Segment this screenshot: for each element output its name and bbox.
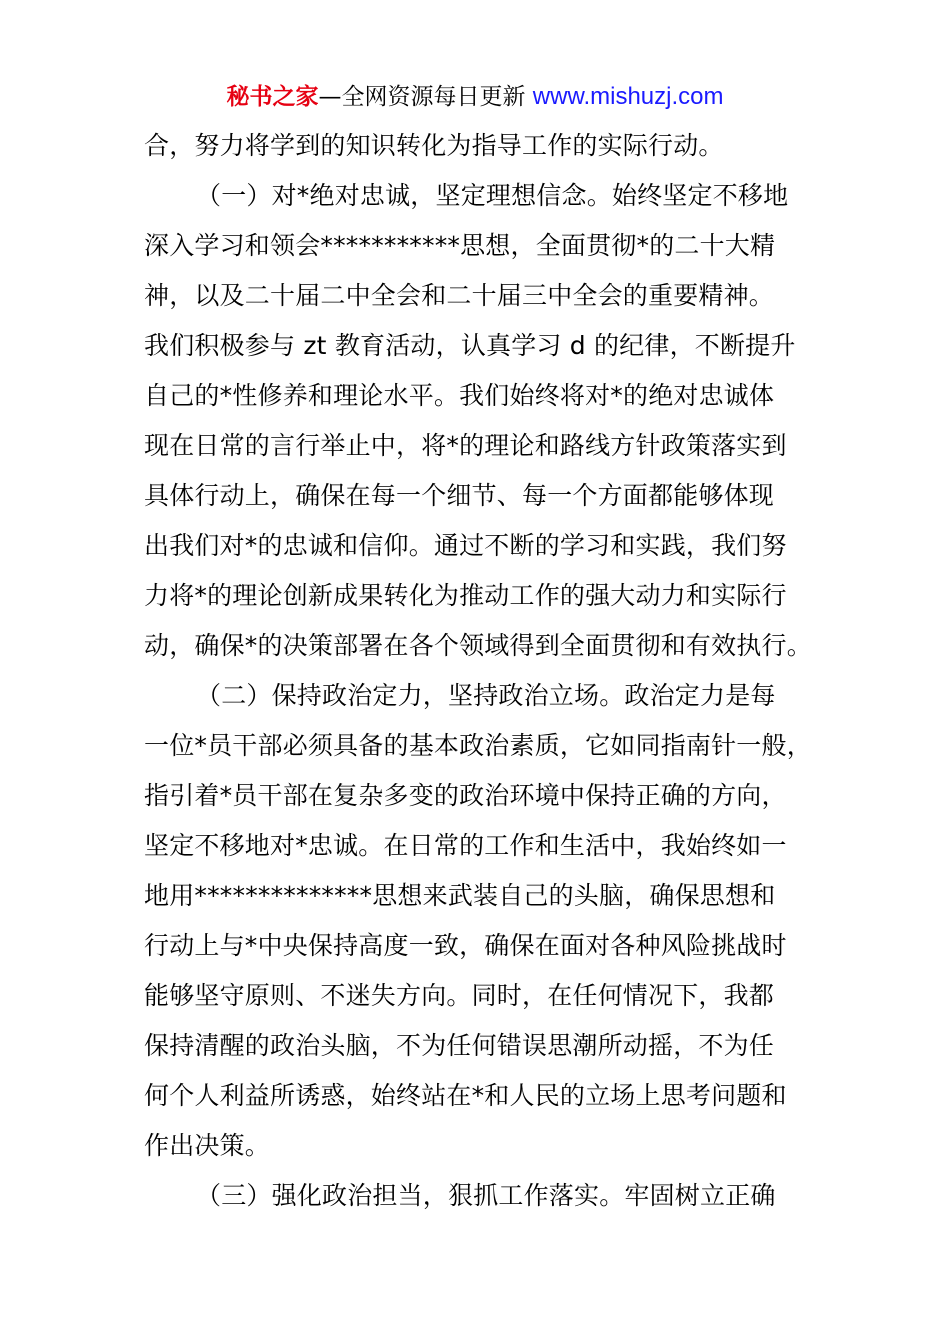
site-url-link[interactable]: www.mishuzj.com xyxy=(532,83,724,110)
text-line: 深入学习和领会***********思想，全面贯彻*的二十大精 xyxy=(144,231,776,260)
text-line: 合，努力将学到的知识转化为指导工作的实际行动。 xyxy=(144,131,724,160)
text-line: 坚定不移地对*忠诚。在日常的工作和生活中，我始终如一 xyxy=(144,831,787,860)
text-line: 行动上与*中央保持高度一致，确保在面对各种风险挑战时 xyxy=(144,931,787,960)
text-line: 能够坚守原则、不迷失方向。同时，在任何情况下，我都 xyxy=(144,981,775,1010)
brand-name: 秘书之家 xyxy=(226,84,319,110)
text-line: 自己的*性修养和理论水平。我们始终将对*的绝对忠诚体 xyxy=(144,381,775,410)
text-line: 何个人利益所诱惑，始终站在*和人民的立场上思考问题和 xyxy=(144,1081,787,1110)
text-line: 指引着*员干部在复杂多变的政治环境中保持正确的方向， xyxy=(144,781,787,810)
document-body xyxy=(144,121,824,1221)
text-line: 作出决策。 xyxy=(144,1131,271,1160)
text-line: 一位*员干部必须具备的基本政治素质，它如同指南针一般， xyxy=(144,731,812,760)
header-tagline: —全网资源每日更新 xyxy=(318,84,533,110)
section-heading-1: （一）对*绝对忠诚，坚定理想信念。始终坚定不移地 xyxy=(196,181,789,210)
text-line: 我们积极参与 zt 教育活动，认真学习 d 的纪律，不断提升 xyxy=(144,331,796,360)
site-header xyxy=(0,80,950,114)
text-line: 力将*的理论创新成果转化为推动工作的强大动力和实际行 xyxy=(144,581,787,610)
section-heading-3: （三）强化政治担当，狠抓工作落实。牢固树立正确 xyxy=(196,1181,776,1210)
text-line: 出我们对*的忠诚和信仰。通过不断的学习和实践，我们努 xyxy=(144,531,787,560)
text-line: 现在日常的言行举止中，将*的理论和路线方针政策落实到 xyxy=(144,431,787,460)
text-line: 地用**************思想来武装自己的头脑，确保思想和 xyxy=(144,881,776,910)
section-heading-2: （二）保持政治定力，坚持政治立场。政治定力是每 xyxy=(196,681,776,710)
text-line: 具体行动上，确保在每一个细节、每一个方面都能够体现 xyxy=(144,481,775,510)
text-line: 神，以及二十届二中全会和二十届三中全会的重要精神。 xyxy=(144,281,775,310)
text-line: 保持清醒的政治头脑，不为任何错误思潮所动摇，不为任 xyxy=(144,1031,775,1060)
text-line: 动，确保*的决策部署在各个领域得到全面贯彻和有效执行。 xyxy=(144,631,812,660)
